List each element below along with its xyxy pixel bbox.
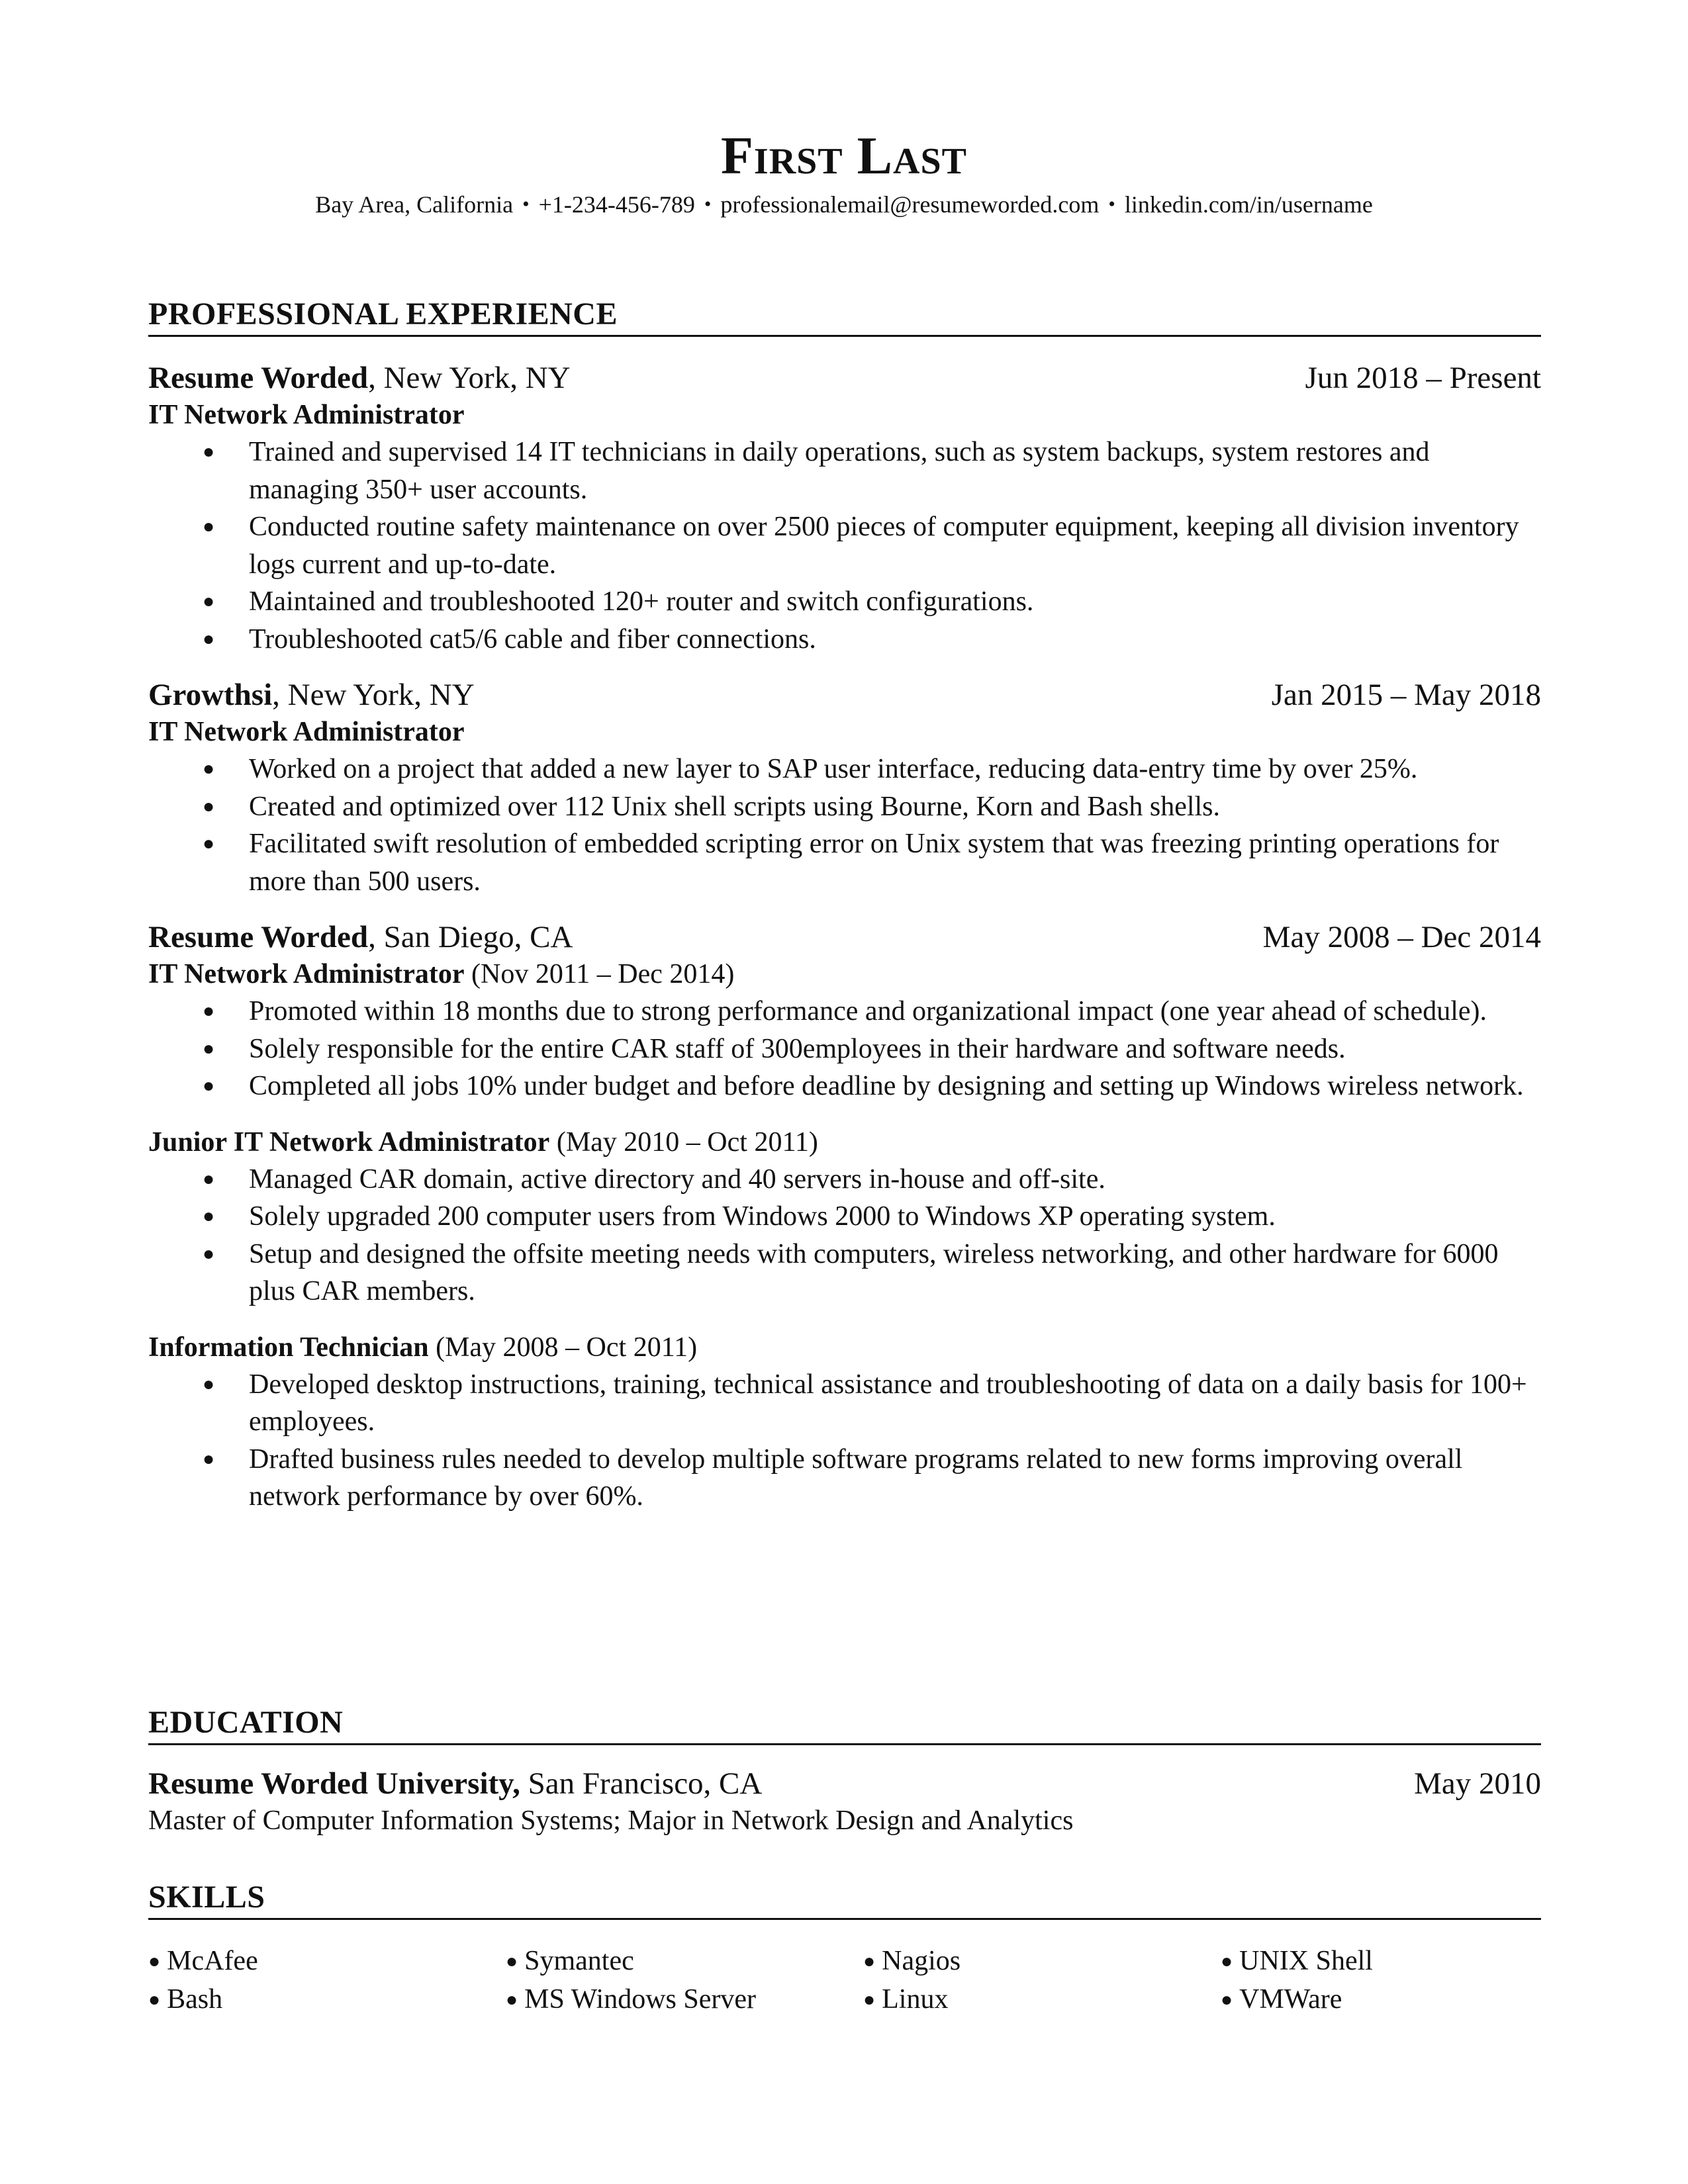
bullet-icon: ● — [148, 1950, 161, 1972]
role-dates: (May 2008 – Oct 2011) — [428, 1332, 698, 1363]
bullet-item — [148, 583, 1541, 621]
bullet-icon: ● — [203, 758, 215, 780]
job-company — [148, 919, 573, 956]
job-company — [148, 359, 571, 396]
skill-label: Linux — [882, 1983, 949, 2015]
bullet-item — [148, 1030, 1541, 1068]
bullet-text: Completed all jobs 10% under budget and before deadline by designing and setting up Windows wireless network. — [249, 1071, 1524, 1101]
bullet-icon: ● — [203, 833, 215, 854]
bullet-text: Worked on a project that added a new layer to SAP user interface, reducing data-entry time by over 25%. — [249, 754, 1418, 784]
contact-location: Bay Area, California — [315, 191, 514, 218]
bullet-item — [148, 825, 1541, 900]
role-line — [148, 713, 1541, 751]
skill-label: MS Windows Server — [524, 1983, 756, 2015]
bullet-text: Maintained and troubleshooted 120+ router and switch configurations. — [249, 586, 1034, 617]
skill-item — [1221, 1981, 1541, 2019]
bullet-text: Created and optimized over 112 Unix shell scripts using Bourne, Korn and Bash shells. — [249, 791, 1221, 822]
skill-item — [863, 1981, 1221, 2019]
school-location: San Francisco, CA — [520, 1766, 763, 1801]
contact-linkedin: linkedin.com/in/username — [1124, 191, 1373, 218]
skill-label: Symantec — [524, 1946, 634, 1976]
bullet-item — [148, 1068, 1541, 1105]
candidate-name: First Last — [721, 127, 967, 185]
bullet-icon: ● — [863, 1988, 876, 2011]
bullet-text: Solely responsible for the entire CAR staff of 300employees in their hardware and software needs. — [249, 1033, 1346, 1064]
role-line — [148, 1329, 1541, 1366]
company-location: , San Diego, CA — [368, 920, 573, 954]
bullet-list — [148, 751, 1541, 900]
contact-phone: +1-234-456-789 — [538, 191, 695, 218]
bullet-icon: ● — [203, 1447, 215, 1470]
bullet-text: Drafted business rules needed to develop multiple software programs related to new forms improving overall network performance by over 60%. — [249, 1443, 1463, 1512]
role-line — [148, 396, 1541, 433]
bullet-text: Conducted routine safety maintenance on over 2500 pieces of computer equipment, keeping all division inventory logs current and up-to-date. — [249, 512, 1519, 580]
bullet-text: Developed desktop instructions, training, technical assistance and troubleshooting of data on a daily basis for 100+ employees. — [249, 1369, 1527, 1437]
role-dates: (May 2010 – Oct 2011) — [549, 1126, 818, 1158]
skill-item — [148, 1981, 506, 2019]
bullet-item — [148, 508, 1541, 583]
skill-label: McAfee — [167, 1946, 258, 1976]
bullet-icon: ● — [203, 1242, 215, 1265]
skill-label: Bash — [167, 1983, 223, 2015]
experience-section — [148, 295, 1541, 1516]
bullet-icon: ● — [148, 1988, 161, 2011]
contact-separator: • — [1108, 193, 1115, 215]
skills-heading: SKILLS — [148, 1878, 1541, 1920]
school-name: Resume Worded University, — [148, 1766, 520, 1801]
bullet-item — [148, 993, 1541, 1030]
bullet-icon: ● — [863, 1950, 876, 1972]
bullet-text: Promoted within 18 months due to strong performance and organizational impact (one year ahead of schedule). — [249, 996, 1487, 1026]
education-heading: EDUCATION — [148, 1704, 1541, 1745]
bullet-list — [148, 1366, 1541, 1516]
job-entry — [148, 676, 1541, 900]
bullet-item — [148, 788, 1541, 826]
bullet-icon: ● — [203, 1167, 215, 1190]
bullet-text: Facilitated swift resolution of embedded scripting error on Unix system that was freezing printing operations for more than 500 users. — [249, 829, 1499, 897]
job-dates: Jan 2015 – May 2018 — [1271, 678, 1541, 712]
job-header — [148, 919, 1541, 956]
company-name: Resume Worded — [148, 920, 369, 954]
bullet-icon: ● — [203, 627, 215, 650]
bullet-icon: ● — [203, 1373, 215, 1395]
bullet-item — [148, 1236, 1541, 1310]
bullet-list — [148, 433, 1541, 658]
skill-label: VMWare — [1239, 1983, 1342, 2015]
contact-separator: • — [522, 193, 530, 215]
bullet-icon: ● — [506, 1988, 518, 2011]
education-header — [148, 1765, 1541, 1802]
job-company — [148, 676, 475, 713]
bullet-icon: ● — [203, 1037, 215, 1060]
company-location: , New York, NY — [272, 678, 475, 712]
job-entry — [148, 359, 1541, 658]
bullet-icon: ● — [203, 1075, 215, 1097]
bullet-icon: ● — [1221, 1950, 1233, 1972]
bullet-icon: ● — [203, 590, 215, 612]
skill-item — [506, 1981, 863, 2019]
job-entry — [148, 919, 1541, 1516]
bullet-icon: ● — [203, 1000, 215, 1022]
bullet-text: Managed CAR domain, active directory and 40 servers in-house and off-site. — [249, 1163, 1105, 1195]
education-section — [148, 1704, 1541, 1839]
bullet-icon: ● — [203, 1205, 215, 1227]
bullet-item — [148, 1198, 1541, 1236]
role-title: Information Technician — [148, 1332, 429, 1363]
role-line — [148, 956, 1541, 993]
bullet-item — [148, 1366, 1541, 1441]
contact-email: professionalemail@resumeworded.com — [720, 191, 1100, 218]
contact-line — [0, 189, 1688, 220]
degree-line: Master of Computer Information Systems; Major in Network Design and Analytics — [148, 1805, 1074, 1836]
education-date: May 2010 — [1414, 1766, 1541, 1801]
role-dates: (Nov 2011 – Dec 2014) — [464, 959, 735, 989]
bullet-icon: ● — [506, 1950, 518, 1972]
role-title: IT Network Administrator — [148, 959, 465, 989]
resume-header — [0, 124, 1688, 220]
job-dates: May 2008 – Dec 2014 — [1262, 920, 1541, 954]
bullet-text: Troubleshooted cat5/6 cable and fiber connections. — [249, 623, 816, 655]
bullet-list — [148, 993, 1541, 1105]
skill-label: UNIX Shell — [1239, 1946, 1373, 1976]
contact-separator: • — [704, 193, 712, 215]
bullet-text: Solely upgraded 200 computer users from Windows 2000 to Windows XP operating system. — [249, 1201, 1276, 1232]
bullet-icon: ● — [203, 795, 215, 817]
experience-heading: PROFESSIONAL EXPERIENCE — [148, 295, 1541, 337]
job-header — [148, 676, 1541, 713]
bullet-icon: ● — [203, 516, 215, 537]
bullet-item — [148, 1161, 1541, 1199]
education-institution — [148, 1765, 762, 1802]
bullet-text: Trained and supervised 14 IT technicians in daily operations, such as system backups, system restores and managing 350+ user accounts. — [249, 437, 1430, 505]
role-title: IT Network Administrator — [148, 717, 465, 747]
skill-item — [506, 1942, 863, 1981]
bullet-icon: ● — [1221, 1988, 1233, 2011]
skill-item — [1221, 1942, 1541, 1981]
bullet-item — [148, 433, 1541, 508]
skills-section — [148, 1878, 1541, 2019]
company-location: , New York, NY — [368, 361, 571, 395]
company-name: Resume Worded — [148, 361, 369, 395]
job-dates: Jun 2018 – Present — [1305, 361, 1541, 395]
bullet-list — [148, 1161, 1541, 1310]
job-header — [148, 359, 1541, 396]
role-title: Junior IT Network Administrator — [148, 1126, 550, 1158]
skill-item — [148, 1942, 506, 1981]
role-title: IT Network Administrator — [148, 400, 465, 430]
skill-label: Nagios — [882, 1946, 961, 1976]
role-line — [148, 1124, 1541, 1161]
bullet-icon: ● — [203, 441, 215, 463]
skills-grid — [148, 1942, 1541, 2019]
bullet-item — [148, 751, 1541, 788]
bullet-item — [148, 1441, 1541, 1516]
bullet-item — [148, 621, 1541, 659]
bullet-text: Setup and designed the offsite meeting needs with computers, wireless networking, and other hardware for 6000 plus CAR members. — [249, 1238, 1499, 1306]
company-name: Growthsi — [148, 678, 273, 712]
skill-item — [863, 1942, 1221, 1981]
